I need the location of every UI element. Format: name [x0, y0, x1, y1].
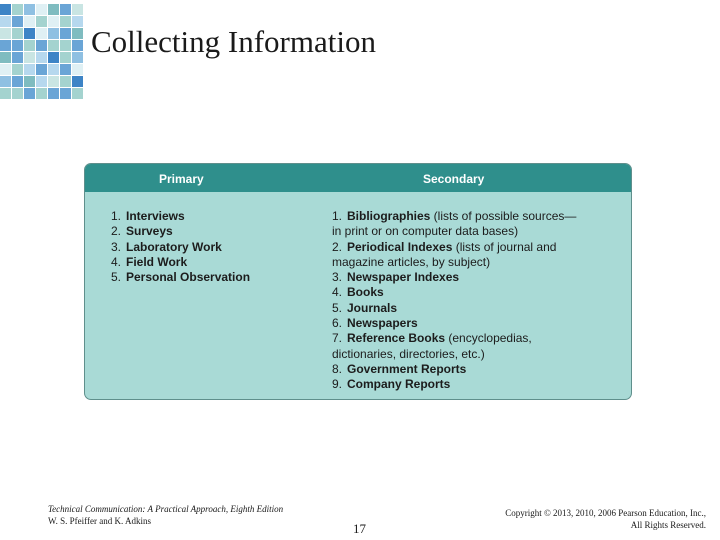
list-item-description: (encyclopedias,	[445, 331, 532, 346]
list-item-number: 8.	[332, 361, 343, 376]
list-item-term: Books	[347, 285, 384, 300]
list-item	[332, 316, 622, 331]
mosaic-tile	[24, 64, 35, 75]
list-item-term: Field Work	[126, 254, 188, 269]
mosaic-tile	[48, 16, 59, 27]
list-item-number: 9.	[332, 377, 343, 392]
mosaic-tile	[24, 40, 35, 51]
mosaic-tile	[24, 76, 35, 87]
mosaic-tile	[72, 40, 83, 51]
list-item-number: 7.	[332, 331, 343, 346]
list-item-number: 4.	[332, 285, 343, 300]
list-item	[332, 255, 622, 270]
secondary-column-header: Secondary	[423, 172, 485, 186]
mosaic-tile	[12, 52, 23, 63]
footer-citation	[48, 503, 283, 527]
list-item-term: Interviews	[126, 209, 185, 223]
list-item	[111, 224, 250, 239]
mosaic-tile	[12, 4, 23, 15]
mosaic-tile	[72, 4, 83, 15]
list-item	[332, 377, 622, 392]
list-item-term: Newspapers	[347, 316, 418, 331]
list-item	[111, 270, 250, 285]
table-header-row	[85, 164, 631, 192]
mosaic-tile	[48, 76, 59, 87]
information-sources-table	[84, 163, 632, 400]
mosaic-tile	[12, 76, 23, 87]
copyright-line-2: All Rights Reserved.	[630, 520, 706, 530]
mosaic-tile	[48, 88, 59, 99]
list-item	[332, 209, 622, 224]
mosaic-tile	[60, 28, 71, 39]
mosaic-tile	[60, 40, 71, 51]
mosaic-tile	[0, 88, 11, 99]
list-item-number: 1.	[332, 209, 343, 223]
decorative-mosaic	[0, 0, 84, 102]
list-item	[332, 301, 622, 316]
list-item-term: Government Reports	[347, 361, 467, 376]
list-item	[332, 270, 622, 285]
list-item-number: 2.	[332, 239, 343, 254]
mosaic-tile	[60, 88, 71, 99]
page-number: 17	[353, 521, 366, 536]
secondary-sources-list	[332, 209, 622, 393]
mosaic-tile	[60, 76, 71, 87]
list-item-description: (lists of possible sources—	[430, 209, 577, 223]
mosaic-tile	[36, 88, 47, 99]
mosaic-tile	[60, 16, 71, 27]
mosaic-tile	[72, 76, 83, 87]
mosaic-tile	[48, 40, 59, 51]
list-item	[332, 362, 622, 377]
list-item-term: Journals	[347, 300, 398, 315]
footer-book-title: Technical Communication: A Practical Approach, Eighth Edition	[48, 504, 284, 514]
mosaic-tile	[24, 4, 35, 15]
list-item-number: 3.	[332, 270, 343, 285]
mosaic-tile	[72, 64, 83, 75]
mosaic-tile	[0, 28, 11, 39]
list-item-term: Personal Observation	[126, 270, 251, 285]
mosaic-tile	[0, 4, 11, 15]
mosaic-tile	[48, 52, 59, 63]
mosaic-tile	[60, 4, 71, 15]
mosaic-tile	[36, 52, 47, 63]
list-item-term: Laboratory Work	[126, 239, 222, 254]
mosaic-tile	[12, 16, 23, 27]
mosaic-tile	[72, 88, 83, 99]
mosaic-tile	[0, 16, 11, 27]
list-item	[332, 224, 622, 239]
mosaic-tile	[12, 64, 23, 75]
mosaic-tile	[24, 16, 35, 27]
mosaic-tile	[12, 40, 23, 51]
list-item-term: Bibliographies	[347, 209, 431, 223]
mosaic-tile	[48, 4, 59, 15]
list-item	[111, 240, 250, 255]
list-item-description: in print or on computer data bases)	[332, 224, 519, 239]
footer-copyright	[505, 507, 706, 531]
primary-sources-list	[111, 209, 250, 285]
mosaic-tile	[60, 52, 71, 63]
mosaic-tile	[0, 76, 11, 87]
mosaic-tile	[0, 40, 11, 51]
mosaic-tile	[12, 88, 23, 99]
list-item-number: 3.	[111, 239, 122, 254]
list-item	[332, 285, 622, 300]
mosaic-tile	[48, 64, 59, 75]
mosaic-tile	[60, 64, 71, 75]
list-item-number: 5.	[332, 300, 343, 315]
list-item-number: 2.	[111, 224, 122, 239]
mosaic-tile	[12, 28, 23, 39]
footer-authors: W. S. Pfeiffer and K. Adkins	[48, 516, 151, 526]
list-item	[332, 331, 622, 346]
list-item-term: Reference Books	[347, 331, 446, 346]
list-item	[111, 255, 250, 270]
list-item-term: Periodical Indexes	[347, 239, 453, 254]
list-item	[111, 209, 250, 224]
list-item-description: (lists of journal and	[452, 239, 557, 254]
copyright-line-1: Copyright © 2013, 2010, 2006 Pearson Education, Inc.,	[505, 508, 706, 518]
mosaic-tile	[24, 52, 35, 63]
mosaic-tile	[72, 52, 83, 63]
mosaic-tile	[36, 28, 47, 39]
primary-column-header: Primary	[159, 172, 204, 186]
list-item-description: dictionaries, directories, etc.)	[332, 346, 485, 361]
list-item-term: Surveys	[126, 224, 173, 239]
list-item-number: 6.	[332, 316, 343, 331]
list-item-term: Newspaper Indexes	[347, 270, 460, 285]
list-item	[332, 347, 622, 362]
mosaic-tile	[36, 64, 47, 75]
list-item-number: 4.	[111, 254, 122, 269]
list-item-description: magazine articles, by subject)	[332, 254, 491, 269]
mosaic-tile	[24, 88, 35, 99]
mosaic-tile	[72, 28, 83, 39]
list-item-number: 5.	[111, 270, 122, 285]
mosaic-tile	[0, 52, 11, 63]
list-item	[332, 240, 622, 255]
mosaic-tile	[0, 64, 11, 75]
mosaic-tile	[36, 76, 47, 87]
mosaic-tile	[24, 28, 35, 39]
list-item-term: Company Reports	[347, 377, 451, 392]
mosaic-tile	[72, 16, 83, 27]
list-item-number: 1.	[111, 209, 122, 223]
slide-title: Collecting Information	[91, 24, 376, 59]
mosaic-tile	[36, 16, 47, 27]
mosaic-tile	[36, 40, 47, 51]
mosaic-tile	[48, 28, 59, 39]
mosaic-tile	[36, 4, 47, 15]
